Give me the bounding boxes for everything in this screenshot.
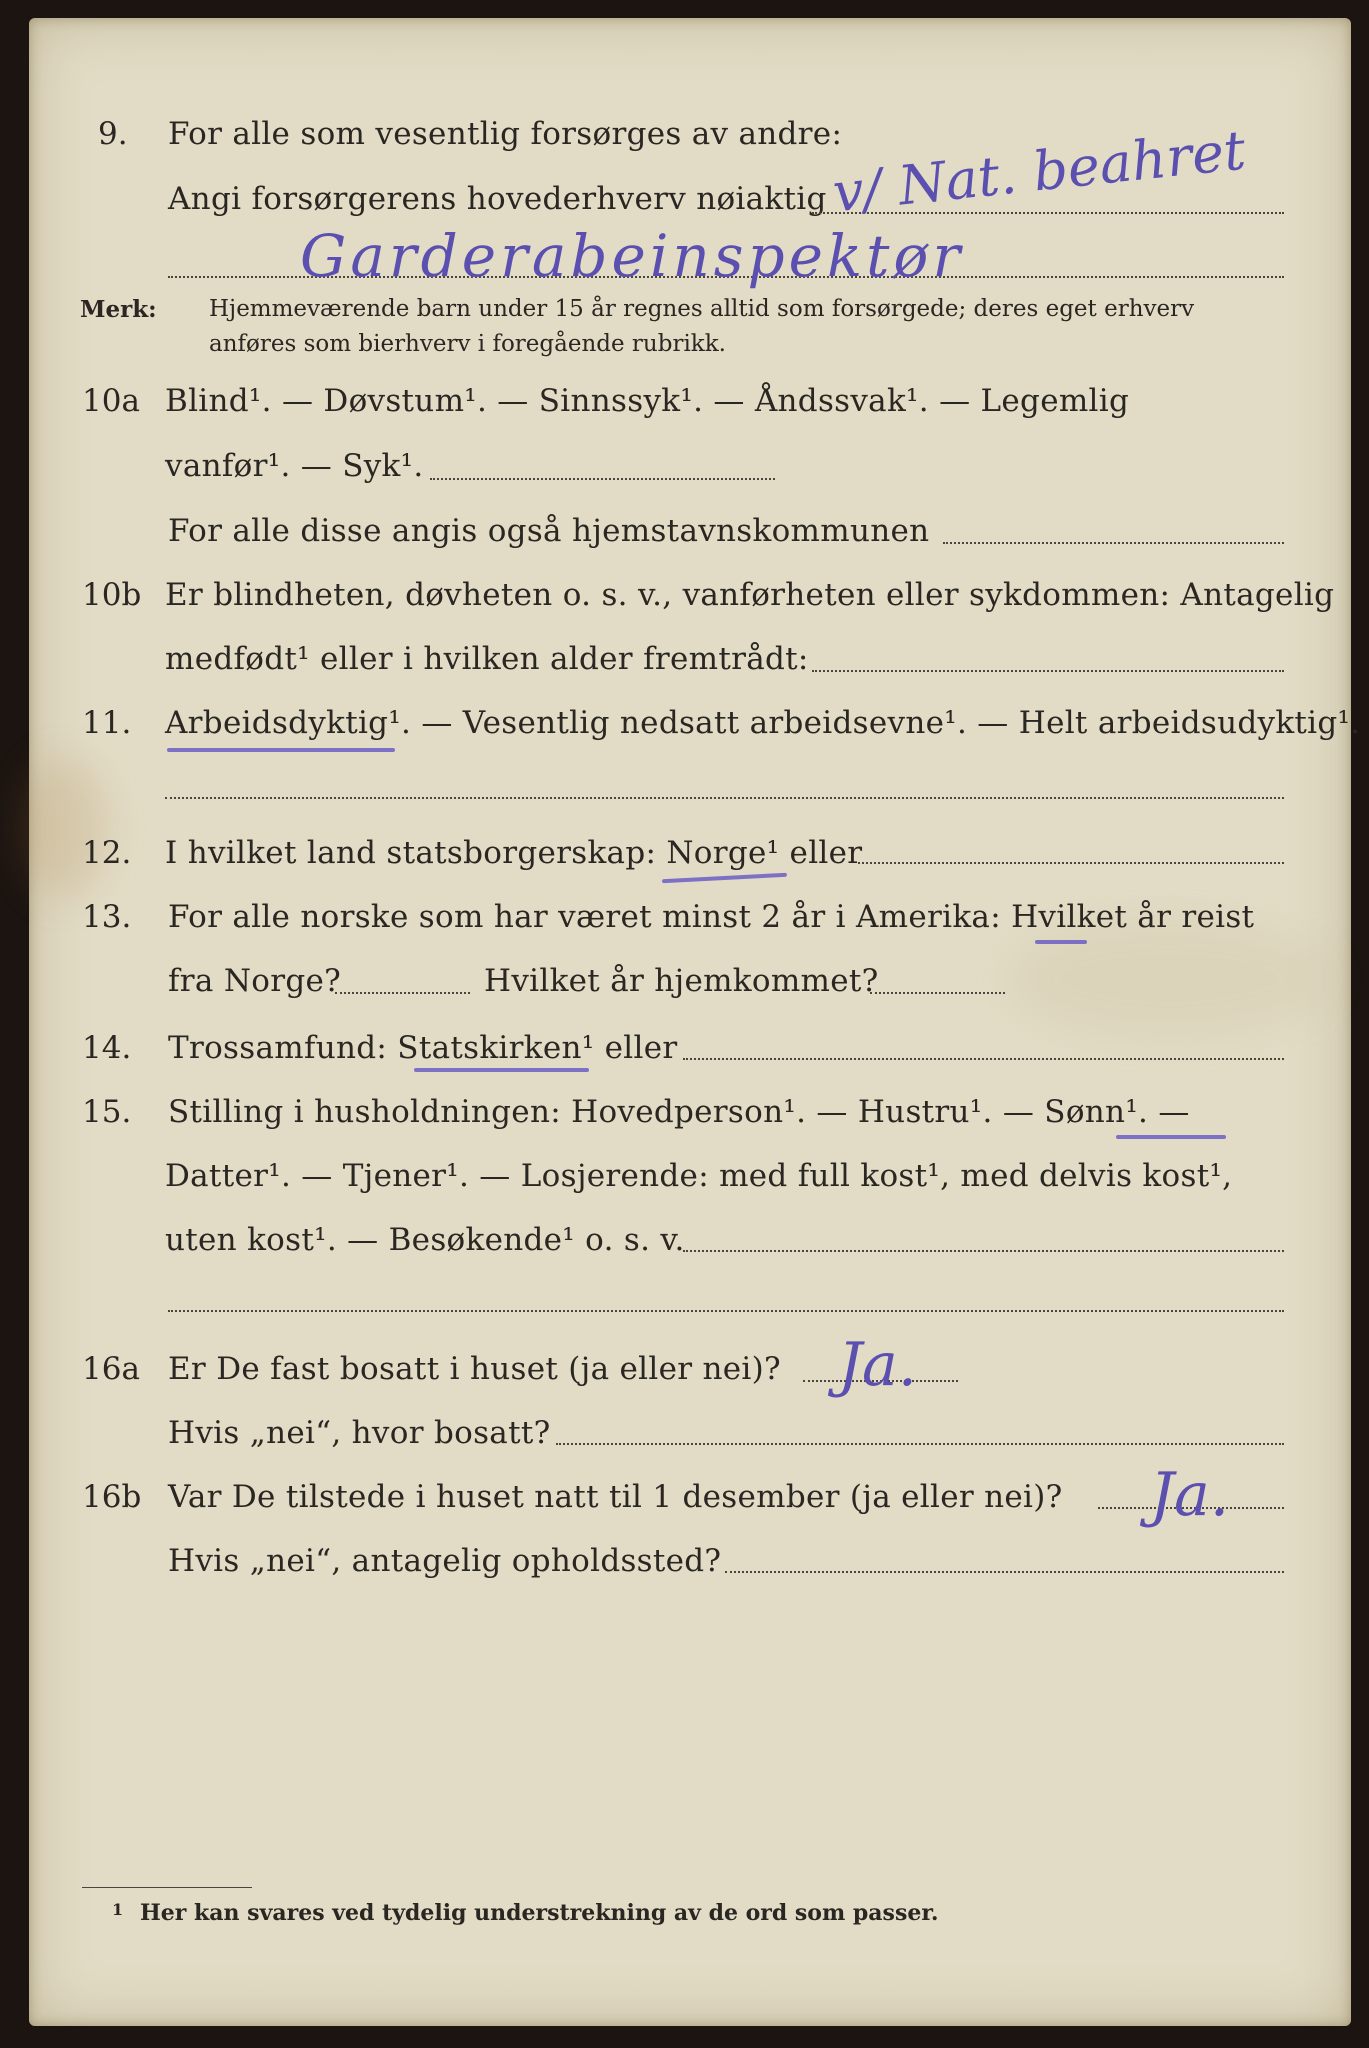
question-text: Arbeidsdyktig¹. — Vesentlig nedsatt arbeidsevne¹. — Helt arbeidsudyktig¹. bbox=[165, 705, 1361, 741]
question-number: 16b bbox=[82, 1479, 142, 1515]
answer-line bbox=[683, 1250, 1284, 1252]
answer-line bbox=[725, 1571, 1284, 1573]
paper-stain bbox=[1009, 918, 1329, 1038]
handwritten-answer: Ja. bbox=[1150, 1460, 1229, 1530]
question-text: Hvis „nei“, antagelig opholdssted? bbox=[168, 1543, 722, 1579]
answer-line bbox=[812, 670, 1284, 672]
question-number: 16a bbox=[82, 1351, 140, 1387]
question-text: For alle som vesentlig forsørges av andre: bbox=[168, 116, 843, 152]
handwritten-underline bbox=[414, 1068, 589, 1072]
question-number: 10b bbox=[82, 577, 142, 613]
answer-line bbox=[943, 542, 1284, 544]
answer-line bbox=[430, 478, 775, 480]
question-text: Datter¹. — Tjener¹. — Losjerende: med full kost¹, med delvis kost¹, bbox=[165, 1158, 1233, 1194]
paper-stain bbox=[19, 758, 109, 898]
question-text: Blind¹. — Døvstum¹. — Sinnssyk¹. — Åndssvak¹. — Legemlig bbox=[165, 383, 1130, 419]
question-number: 14. bbox=[82, 1030, 132, 1066]
question-number: 11. bbox=[82, 705, 132, 741]
question-text: Trossamfund: Statskirken¹ eller bbox=[168, 1030, 678, 1066]
footnote-rule bbox=[82, 1887, 252, 1888]
question-text: Angi forsørgerens hovederhverv nøiaktig bbox=[168, 181, 827, 217]
question-text: I hvilket land statsborgerskap: Norge¹ eller bbox=[165, 835, 863, 871]
question-text: fra Norge? bbox=[168, 963, 342, 999]
question-number: 15. bbox=[82, 1094, 132, 1130]
note-text: anføres som bierhverv i foregående rubrikk. bbox=[209, 331, 726, 357]
answer-line bbox=[165, 797, 1284, 799]
handwritten-underline bbox=[1116, 1135, 1226, 1139]
question-number: 10a bbox=[82, 383, 140, 419]
footnote-text: Her kan svares ved tydelig understrekning av de ord som passer. bbox=[140, 1900, 939, 1926]
handwritten-answer: Garderabeinspektør bbox=[300, 222, 965, 290]
question-number: 13. bbox=[82, 899, 132, 935]
note-label: Merk: bbox=[80, 296, 157, 323]
handwritten-answer: v/ Nat. beahret bbox=[829, 118, 1249, 225]
question-text: Er blindheten, døvheten o. s. v., vanførheten eller sykdommen: Antagelig bbox=[165, 577, 1335, 613]
question-text: Stilling i husholdningen: Hovedperson¹. — Hustru¹. — Sønn¹. — bbox=[168, 1094, 1190, 1130]
question-text: Var De tilstede i huset natt til 1 desember (ja eller nei)? bbox=[168, 1479, 1063, 1515]
question-text: Er De fast bosatt i huset (ja eller nei)? bbox=[168, 1351, 781, 1387]
handwritten-answer: Ja. bbox=[838, 1330, 917, 1400]
question-text: For alle disse angis også hjemstavnskommunen bbox=[168, 513, 930, 549]
question-text: For alle norske som har været minst 2 år i Amerika: Hvilket år reist bbox=[168, 899, 1255, 935]
answer-line bbox=[168, 1310, 1284, 1312]
answer-line bbox=[858, 862, 1284, 864]
note-text: Hjemmeværende barn under 15 år regnes alltid som forsørgede; deres eget erhverv bbox=[209, 296, 1195, 322]
answer-line bbox=[556, 1443, 1284, 1445]
answer-line bbox=[870, 992, 1005, 994]
question-text: uten kost¹. — Besøkende¹ o. s. v. bbox=[165, 1222, 685, 1258]
handwritten-underline bbox=[1035, 940, 1087, 944]
answer-line bbox=[683, 1058, 1284, 1060]
answer-line bbox=[335, 992, 470, 994]
handwritten-underline bbox=[167, 748, 395, 752]
question-number: 9. bbox=[98, 116, 128, 152]
question-text: medfødt¹ eller i hvilken alder fremtrådt: bbox=[165, 641, 809, 677]
footnote-mark: 1 bbox=[112, 1900, 124, 1919]
question-number: 12. bbox=[82, 835, 132, 871]
question-text: Hvis „nei“, hvor bosatt? bbox=[168, 1415, 551, 1451]
question-text: vanfør¹. — Syk¹. bbox=[165, 448, 424, 484]
question-text: Hvilket år hjemkommet? bbox=[484, 963, 879, 999]
